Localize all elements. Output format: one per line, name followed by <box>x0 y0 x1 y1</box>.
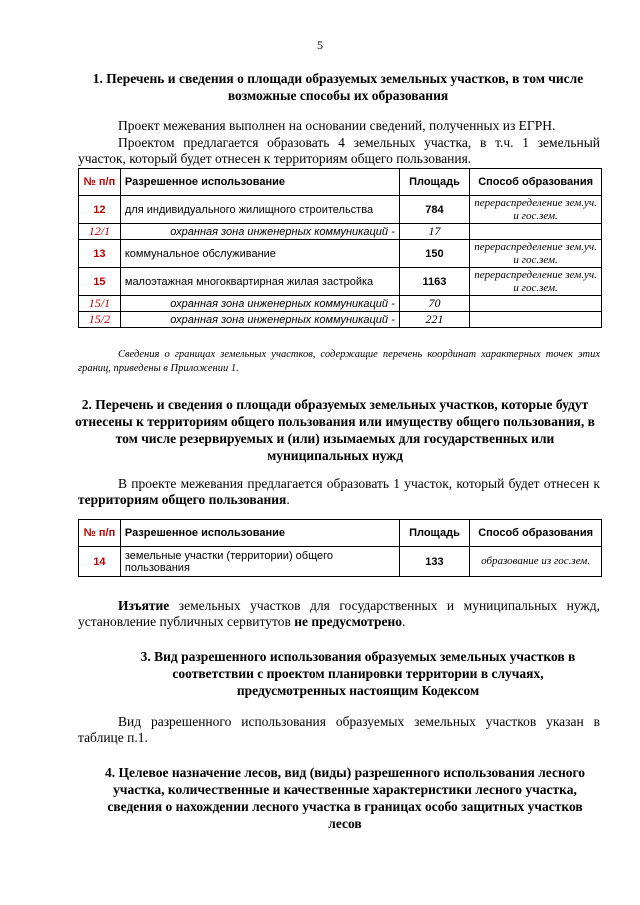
section-1-note: Сведения о границах земельных участков, содержащие перечень координат характерных точек этих границ, приведены в Приложении 1. <box>78 349 600 374</box>
col-use-header: Разрешенное использование <box>120 520 399 547</box>
row-area: 17 <box>399 224 469 240</box>
section-1-table <box>78 168 602 328</box>
row-way <box>470 224 602 240</box>
row-num: 12 <box>79 196 121 224</box>
row-area: 150 <box>399 240 469 268</box>
row-use: коммунальное обслуживание <box>120 240 399 268</box>
section-2-p1-text: В проекте межевания предлагается образовать 1 участок, который будет отнесен к <box>118 476 600 491</box>
row-use: охранная зона инженерных коммуникаций - <box>120 312 399 328</box>
col-way-header: Способ образования <box>470 520 602 547</box>
table-header-row <box>79 169 602 196</box>
section-1-paragraph-1: Проект межевания выполнен на основании сведений, полученных из ЕГРН. <box>118 118 556 133</box>
section-2-paragraph-2: Изъятие земельных участков для государственных и муниципальных нужд, установление публичных сервитутов не предусмотрено. <box>78 598 601 629</box>
table-header-row <box>79 520 602 547</box>
row-num: 13 <box>79 240 121 268</box>
row-use: земельные участки (территории) общего пользования <box>120 547 399 577</box>
section-2-p2-bold-2: не предусмотрено <box>294 614 403 629</box>
row-way: перераспределение зем.уч. и гос.зем. <box>470 196 602 224</box>
row-area: 70 <box>399 296 469 312</box>
section-2-title: 2. Перечень и сведения о площади образуемых земельных участков, которые будут отнесены к территориям общего пользования или имуществу общего пользования, в том числе резервируемых и (или) изымаемых для государственных или муниципальных нужд <box>75 397 595 463</box>
row-way: перераспределение зем.уч. и гос.зем. <box>470 268 602 296</box>
section-4-title: 4. Целевое назначение лесов, вид (виды) разрешенного использования лесного участка, количественные и качественные характеристики лесного участка, сведения о нахождении лесного участка в границах особо защитных участков лесов <box>104 765 586 831</box>
section-2-p1-bold: территориям общего пользования <box>78 492 287 507</box>
section-2-table <box>78 519 602 577</box>
col-num-header: № п/п <box>79 169 121 196</box>
row-num: 15 <box>79 268 121 296</box>
row-way <box>470 296 602 312</box>
row-num: 12/1 <box>79 224 121 240</box>
col-area-header: Площадь <box>399 169 469 196</box>
page-number: 5 <box>317 38 323 52</box>
table-row <box>79 312 602 328</box>
col-way-header: Способ образования <box>470 169 602 196</box>
section-2-paragraph-1: В проекте межевания предлагается образовать 1 участок, который будет отнесен к территориям общего пользования. <box>78 476 600 507</box>
row-use: малоэтажная многоквартирная жилая застройка <box>120 268 399 296</box>
section-3-paragraph-1: Вид разрешенного использования образуемых земельных участков указан в таблице п.1. <box>78 714 600 745</box>
section-2-p2-text: земельных участков для государственных и муниципальных нужд, установление публичных сервитутов <box>78 598 601 629</box>
table-row <box>79 547 602 577</box>
row-num: 15/1 <box>79 296 121 312</box>
table-row <box>79 196 602 224</box>
row-area: 221 <box>399 312 469 328</box>
row-way: перераспределение зем.уч. и гос.зем. <box>470 240 602 268</box>
row-area: 1163 <box>399 268 469 296</box>
col-num-header: № п/п <box>79 520 121 547</box>
table-row <box>79 240 602 268</box>
col-area-header: Площадь <box>399 520 469 547</box>
row-way <box>470 312 602 328</box>
section-2-p2-bold-1: Изъятие <box>118 598 170 613</box>
row-num: 15/2 <box>79 312 121 328</box>
section-1-title: 1. Перечень и сведения о площади образуемых земельных участков, в том числе возможные способы их образования <box>92 71 584 103</box>
table-row <box>79 268 602 296</box>
row-use: охранная зона инженерных коммуникаций - <box>120 296 399 312</box>
table-row <box>79 296 602 312</box>
col-use-header: Разрешенное использование <box>120 169 399 196</box>
row-num: 14 <box>79 547 121 577</box>
row-area: 133 <box>399 547 469 577</box>
row-area: 784 <box>399 196 469 224</box>
row-use: для индивидуального жилищного строительства <box>120 196 399 224</box>
row-use: охранная зона инженерных коммуникаций - <box>120 224 399 240</box>
table-row <box>79 224 602 240</box>
section-1-paragraph-2: Проектом предлагается образовать 4 земельных участка, в т.ч. 1 земельный участок, который будет отнесен к территориям общего пользования. <box>78 135 600 166</box>
row-way: образование из гос.зем. <box>470 547 602 577</box>
section-3-title: 3. Вид разрешенного использования образуемых земельных участков в соответствии с проектом планировки территории в случаях, предусмотренных настоящим Кодексом <box>140 649 576 698</box>
